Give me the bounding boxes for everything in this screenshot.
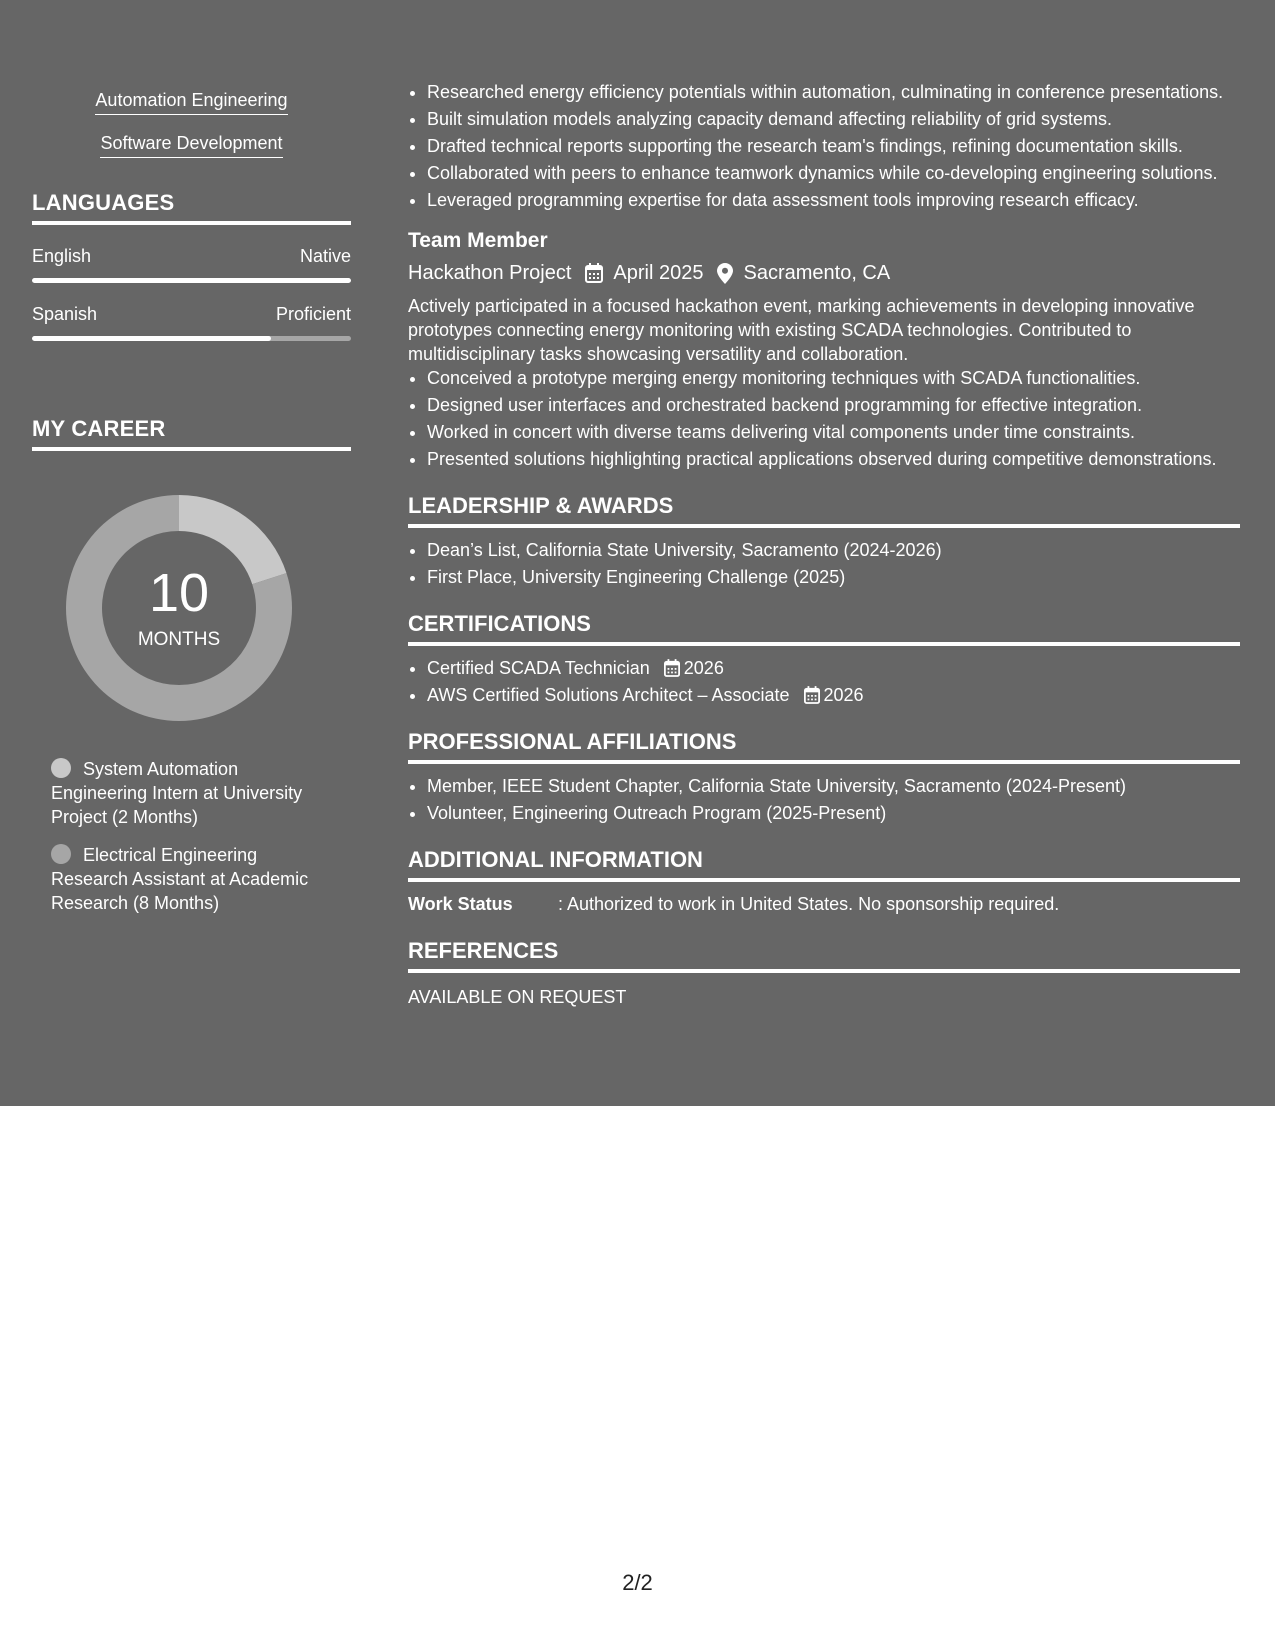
career-legend	[51, 757, 331, 915]
list-item: • Presented solutions highlighting practical applications observed during competitive demonstrations.	[427, 447, 1240, 471]
job-role: Team Member	[408, 229, 548, 252]
references-heading: REFERENCES	[408, 938, 1240, 973]
list-item: • Volunteer, Engineering Outreach Program (2025-Present)	[427, 801, 1240, 825]
legend-dot-icon	[51, 844, 71, 864]
certification-year: 2026	[823, 685, 864, 705]
career-legend-text: Electrical Engineering Research Assistant at Academic Research (8 Months)	[51, 845, 309, 913]
list-item: • First Place, University Engineering Challenge (2025)	[427, 565, 1240, 589]
job-bullets	[408, 366, 1240, 471]
career-unit: MONTHS	[137, 629, 221, 650]
language-proficiency-fill	[32, 278, 351, 283]
list-item: • Leveraged programming expertise for data assessment tools improving research efficacy.	[427, 188, 1240, 212]
sidebar	[32, 80, 351, 929]
work-status-value: : Authorized to work in United States. No sponsorship required.	[558, 894, 1060, 914]
list-item	[427, 656, 1240, 680]
leadership-list	[408, 538, 1240, 589]
career-heading: MY CAREER	[32, 416, 351, 451]
language-proficiency-bar	[32, 278, 351, 283]
language-name: English	[32, 246, 92, 266]
list-item: • Member, IEEE Student Chapter, California State University, Sacramento (2024-Present)	[427, 774, 1240, 798]
language-proficiency-fill	[32, 336, 271, 341]
career-legend-item	[51, 757, 331, 829]
page-number: 2/2	[622, 1570, 653, 1595]
leadership-heading: LEADERSHIP & AWARDS	[408, 493, 1240, 528]
job-company: Hackathon Project	[408, 262, 572, 284]
career-total: 10	[148, 563, 210, 623]
career-donut-chart	[66, 495, 292, 721]
certification-name: • Certified SCADA Technician	[427, 658, 650, 678]
calendar-icon	[804, 686, 820, 704]
main-content	[408, 80, 1240, 1009]
language-name: Spanish	[32, 304, 98, 324]
language-entry	[32, 303, 351, 341]
skill-link[interactable]: Software Development	[100, 131, 282, 158]
list-item: • Built simulation models analyzing capacity demand affecting reliability of grid systems.	[427, 107, 1240, 131]
language-level: Native	[299, 246, 351, 266]
map-pin-icon	[717, 263, 733, 284]
previous-job-bullets	[408, 80, 1240, 212]
list-item: • Drafted technical reports supporting the research team's findings, refining documentation skills.	[427, 134, 1240, 158]
certifications-heading: CERTIFICATIONS	[408, 611, 1240, 646]
calendar-icon	[664, 659, 680, 677]
language-proficiency-bar	[32, 336, 351, 341]
list-item: • Dean’s List, California State University, Sacramento (2024-2026)	[427, 538, 1240, 562]
certification-name: • AWS Certified Solutions Architect – Associate	[427, 685, 790, 705]
list-item: • Designed user interfaces and orchestrated backend programming for effective integration.	[427, 393, 1240, 417]
list-item: • Worked in concert with diverse teams delivering vital components under time constraints.	[427, 420, 1240, 444]
list-item: • Collaborated with peers to enhance teamwork dynamics while co-developing engineering solutions.	[427, 161, 1240, 185]
affiliations-list	[408, 774, 1240, 825]
list-item	[427, 683, 1240, 707]
language-level: Proficient	[275, 304, 351, 324]
references-text: AVAILABLE ON REQUEST	[408, 987, 627, 1007]
additional-info-heading: ADDITIONAL INFORMATION	[408, 847, 1240, 882]
affiliations-heading: PROFESSIONAL AFFILIATIONS	[408, 729, 1240, 764]
list-item: • Conceived a prototype merging energy monitoring techniques with SCADA functionalities.	[427, 366, 1240, 390]
certifications-list	[408, 656, 1240, 707]
skill-link[interactable]: Automation Engineering	[95, 88, 287, 115]
career-legend-text: System Automation Engineering Intern at University Project (2 Months)	[51, 759, 303, 827]
work-status-label: Work Status	[408, 894, 513, 914]
list-item: • Researched energy efficiency potentials within automation, culminating in conference presentations.	[427, 80, 1240, 104]
language-entry	[32, 245, 351, 283]
job-description: Actively participated in a focused hackathon event, marking achievements in developing innovative prototypes connecting energy monitoring with existing SCADA technologies. Contributed to multidisciplinary tasks showcasing versatility and collaboration.	[408, 296, 1195, 364]
certification-year: 2026	[683, 658, 724, 678]
calendar-icon	[585, 263, 603, 283]
work-status-row	[408, 892, 1240, 916]
job-date: April 2025	[613, 262, 704, 284]
languages-heading: LANGUAGES	[32, 190, 351, 225]
legend-dot-icon	[51, 758, 71, 778]
job-meta	[408, 260, 1240, 286]
job-location: Sacramento, CA	[743, 262, 891, 284]
career-legend-item	[51, 843, 331, 915]
